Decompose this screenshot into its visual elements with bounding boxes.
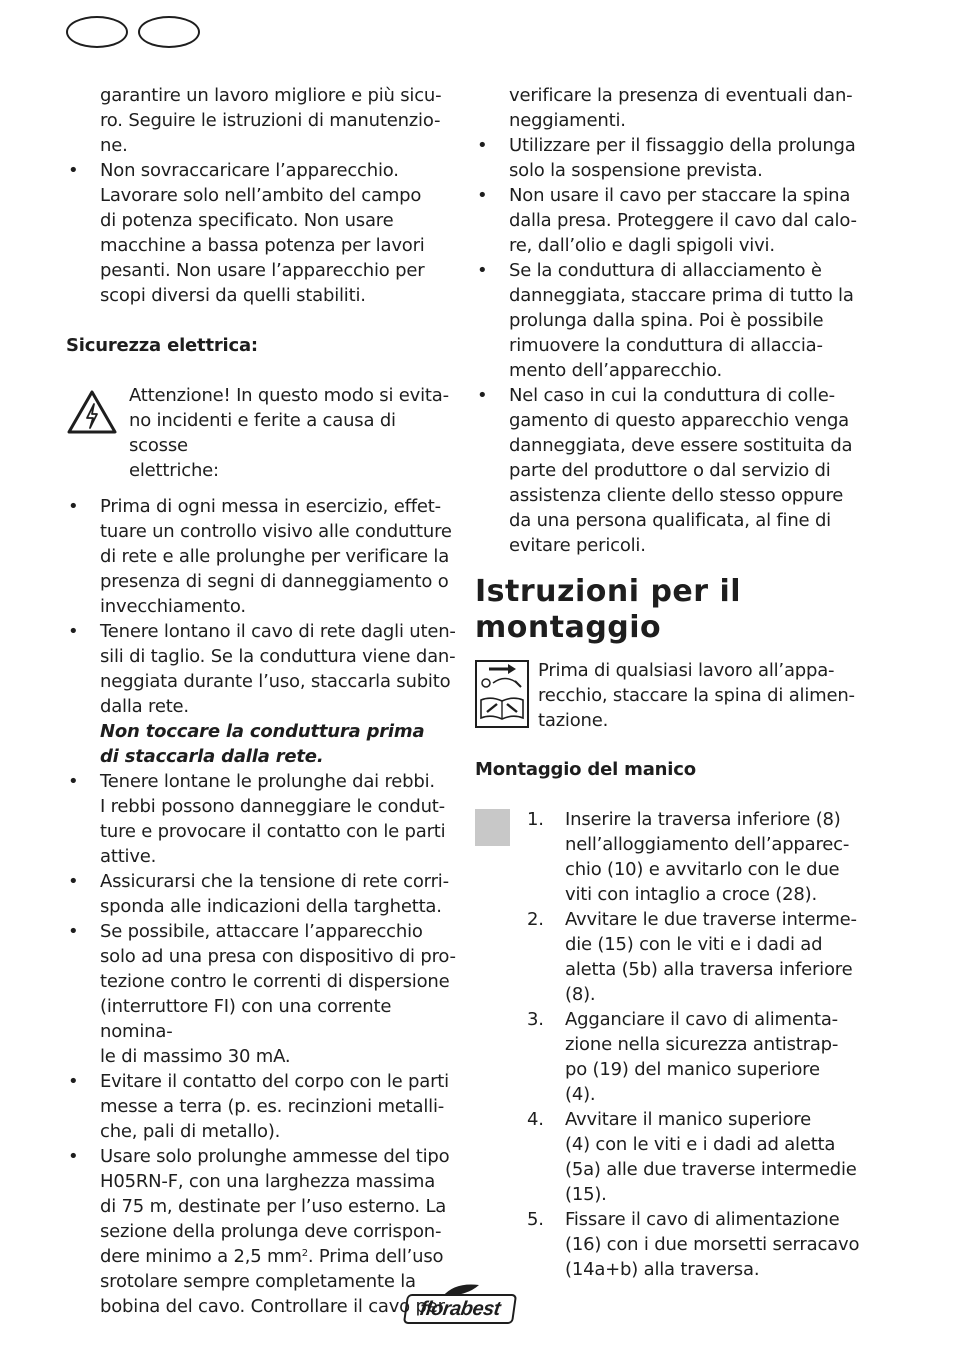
list-item: • Se possibile, attaccare l’apparecchio solo ad una presa con dispositivo di pro- tezione contro le correnti di dispersione (interruttore FI) con una corrente nomina- le di massimo 30 mA. bbox=[68, 921, 456, 1067]
language-badge-1 bbox=[66, 16, 128, 48]
electric-warning-icon bbox=[66, 389, 118, 435]
unplug-notice-text: Prima di qualsiasi lavoro all’appa- recchio, staccare la spina di alimen- tazione. bbox=[538, 660, 855, 731]
step-item: 5. Fissare il cavo di alimentazione (16) con i due morsetti serracavo (14a+b) alla traversa. bbox=[527, 1209, 860, 1280]
language-badge-2 bbox=[138, 16, 200, 48]
bold-warning-note: Non toccare la conduttura prima di staccarla dalla rete. bbox=[100, 721, 425, 767]
warning-text: Attenzione! In questo modo si evita- no incidenti e ferite a causa di scosse elettriche: bbox=[129, 385, 449, 481]
list-item: • Assicurarsi che la tensione di rete corri- sponda alle indicazioni della targhetta. bbox=[68, 871, 449, 917]
unplug-notice bbox=[475, 658, 870, 733]
list-item: • Tenere lontane le prolunghe dai rebbi. I rebbi possono danneggiare le condut- ture e provocare il contatto con le parti attive. bbox=[68, 771, 446, 867]
list-item: • Evitare il contatto del corpo con le parti messe a terra (p. es. recinzioni metalli- che, pali di metallo). bbox=[68, 1071, 449, 1142]
section-title: Istruzioni per il montaggio bbox=[475, 574, 742, 645]
heading-handle-assembly: Montaggio del manico bbox=[475, 759, 696, 780]
list-item: • Nel caso in cui la conduttura di colle- gamento di questo apparecchio venga danneggiata, deve essere sostituita da parte del produttore o dal servizio di assistenza cliente dello stesso oppure da una persona qualificata, al fine di evitare pericoli. bbox=[477, 385, 853, 556]
brand-logo-text: florabest bbox=[418, 1297, 502, 1320]
unplug-manual-icon bbox=[475, 660, 529, 728]
continuation-text: verificare la presenza di eventuali dan- neggiamenti. bbox=[509, 85, 853, 131]
list-item: • Non usare il cavo per staccare la spina dalla presa. Proteggere il cavo dal calo- re, dall’olio e dagli spigoli vivi. bbox=[477, 185, 857, 256]
step-item: 3. Agganciare il cavo di alimenta- zione nella sicurezza antistrap- po (19) del manico superiore (4). bbox=[527, 1009, 839, 1105]
list-item: • Tenere lontano il cavo di rete dagli uten- sili di taglio. Se la conduttura viene dan- neggiata durante l’uso, staccarla subito dalla rete. bbox=[68, 621, 456, 717]
list-item: • Usare solo prolunghe ammesse del tipo H05RN-F, con una larghezza massima di 75 m, destinate per l’uso esterno. La sezione della prolunga deve corrispon- dere minimo a 2,5 $mm^2$. Prima dell’uso srotolare sempre completamente la bobina del cavo. Controllare il cavo per bbox=[68, 1146, 450, 1317]
list-item: • Prima di ogni messa in esercizio, effet- tuare un controllo visivo alle condutture di rete e alle prolunghe per verificare la presenza di segni di danneggiamento o invecchiamento. bbox=[68, 496, 452, 617]
list-item: • Se la conduttura di allacciamento è danneggiata, staccare prima di tutto la prolunga dalla spina. Poi è possibile rimuovere la conduttura di allaccia- mento dell’apparecchio. bbox=[477, 260, 854, 381]
brand-logo bbox=[405, 1288, 515, 1326]
right-column bbox=[475, 83, 870, 1282]
list-item: • Non sovraccaricare l’apparecchio. Lavorare solo nell’ambito del campo di potenza specificato. Non usare macchine a bassa potenza per lavori pesanti. Non usare l’apparecchio per scopi diversi da quelli stabiliti. bbox=[68, 160, 425, 306]
heading-electrical-safety: Sicurezza elettrica: bbox=[66, 335, 258, 356]
steps-block bbox=[475, 807, 870, 1282]
left-column bbox=[66, 83, 456, 1319]
step-item: 2. Avvitare le due traverse interme- die (15) con le viti e i dadi ad aletta (5b) alla traversa inferiore (8). bbox=[527, 909, 857, 1005]
warning-block bbox=[66, 383, 456, 481]
list-item: • Utilizzare per il fissaggio della prolunga solo la sospensione prevista. bbox=[477, 135, 856, 181]
superscript: 2 bbox=[301, 1248, 308, 1259]
step-item: 1. Inserire la traversa inferiore (8) nell’alloggiamento dell’apparec- chio (10) e avvitarlo con le due viti con intaglio a croce (28). bbox=[527, 809, 850, 905]
step-item: 4. Avvitare il manico superiore (4) con le viti e i dadi ad aletta (5a) alle due traverse intermedie (15). bbox=[527, 1109, 857, 1205]
intro-continuation: garantire un lavoro migliore e più sicu- ro. Seguire le istruzioni di manutenzio- ne. bbox=[100, 85, 442, 156]
